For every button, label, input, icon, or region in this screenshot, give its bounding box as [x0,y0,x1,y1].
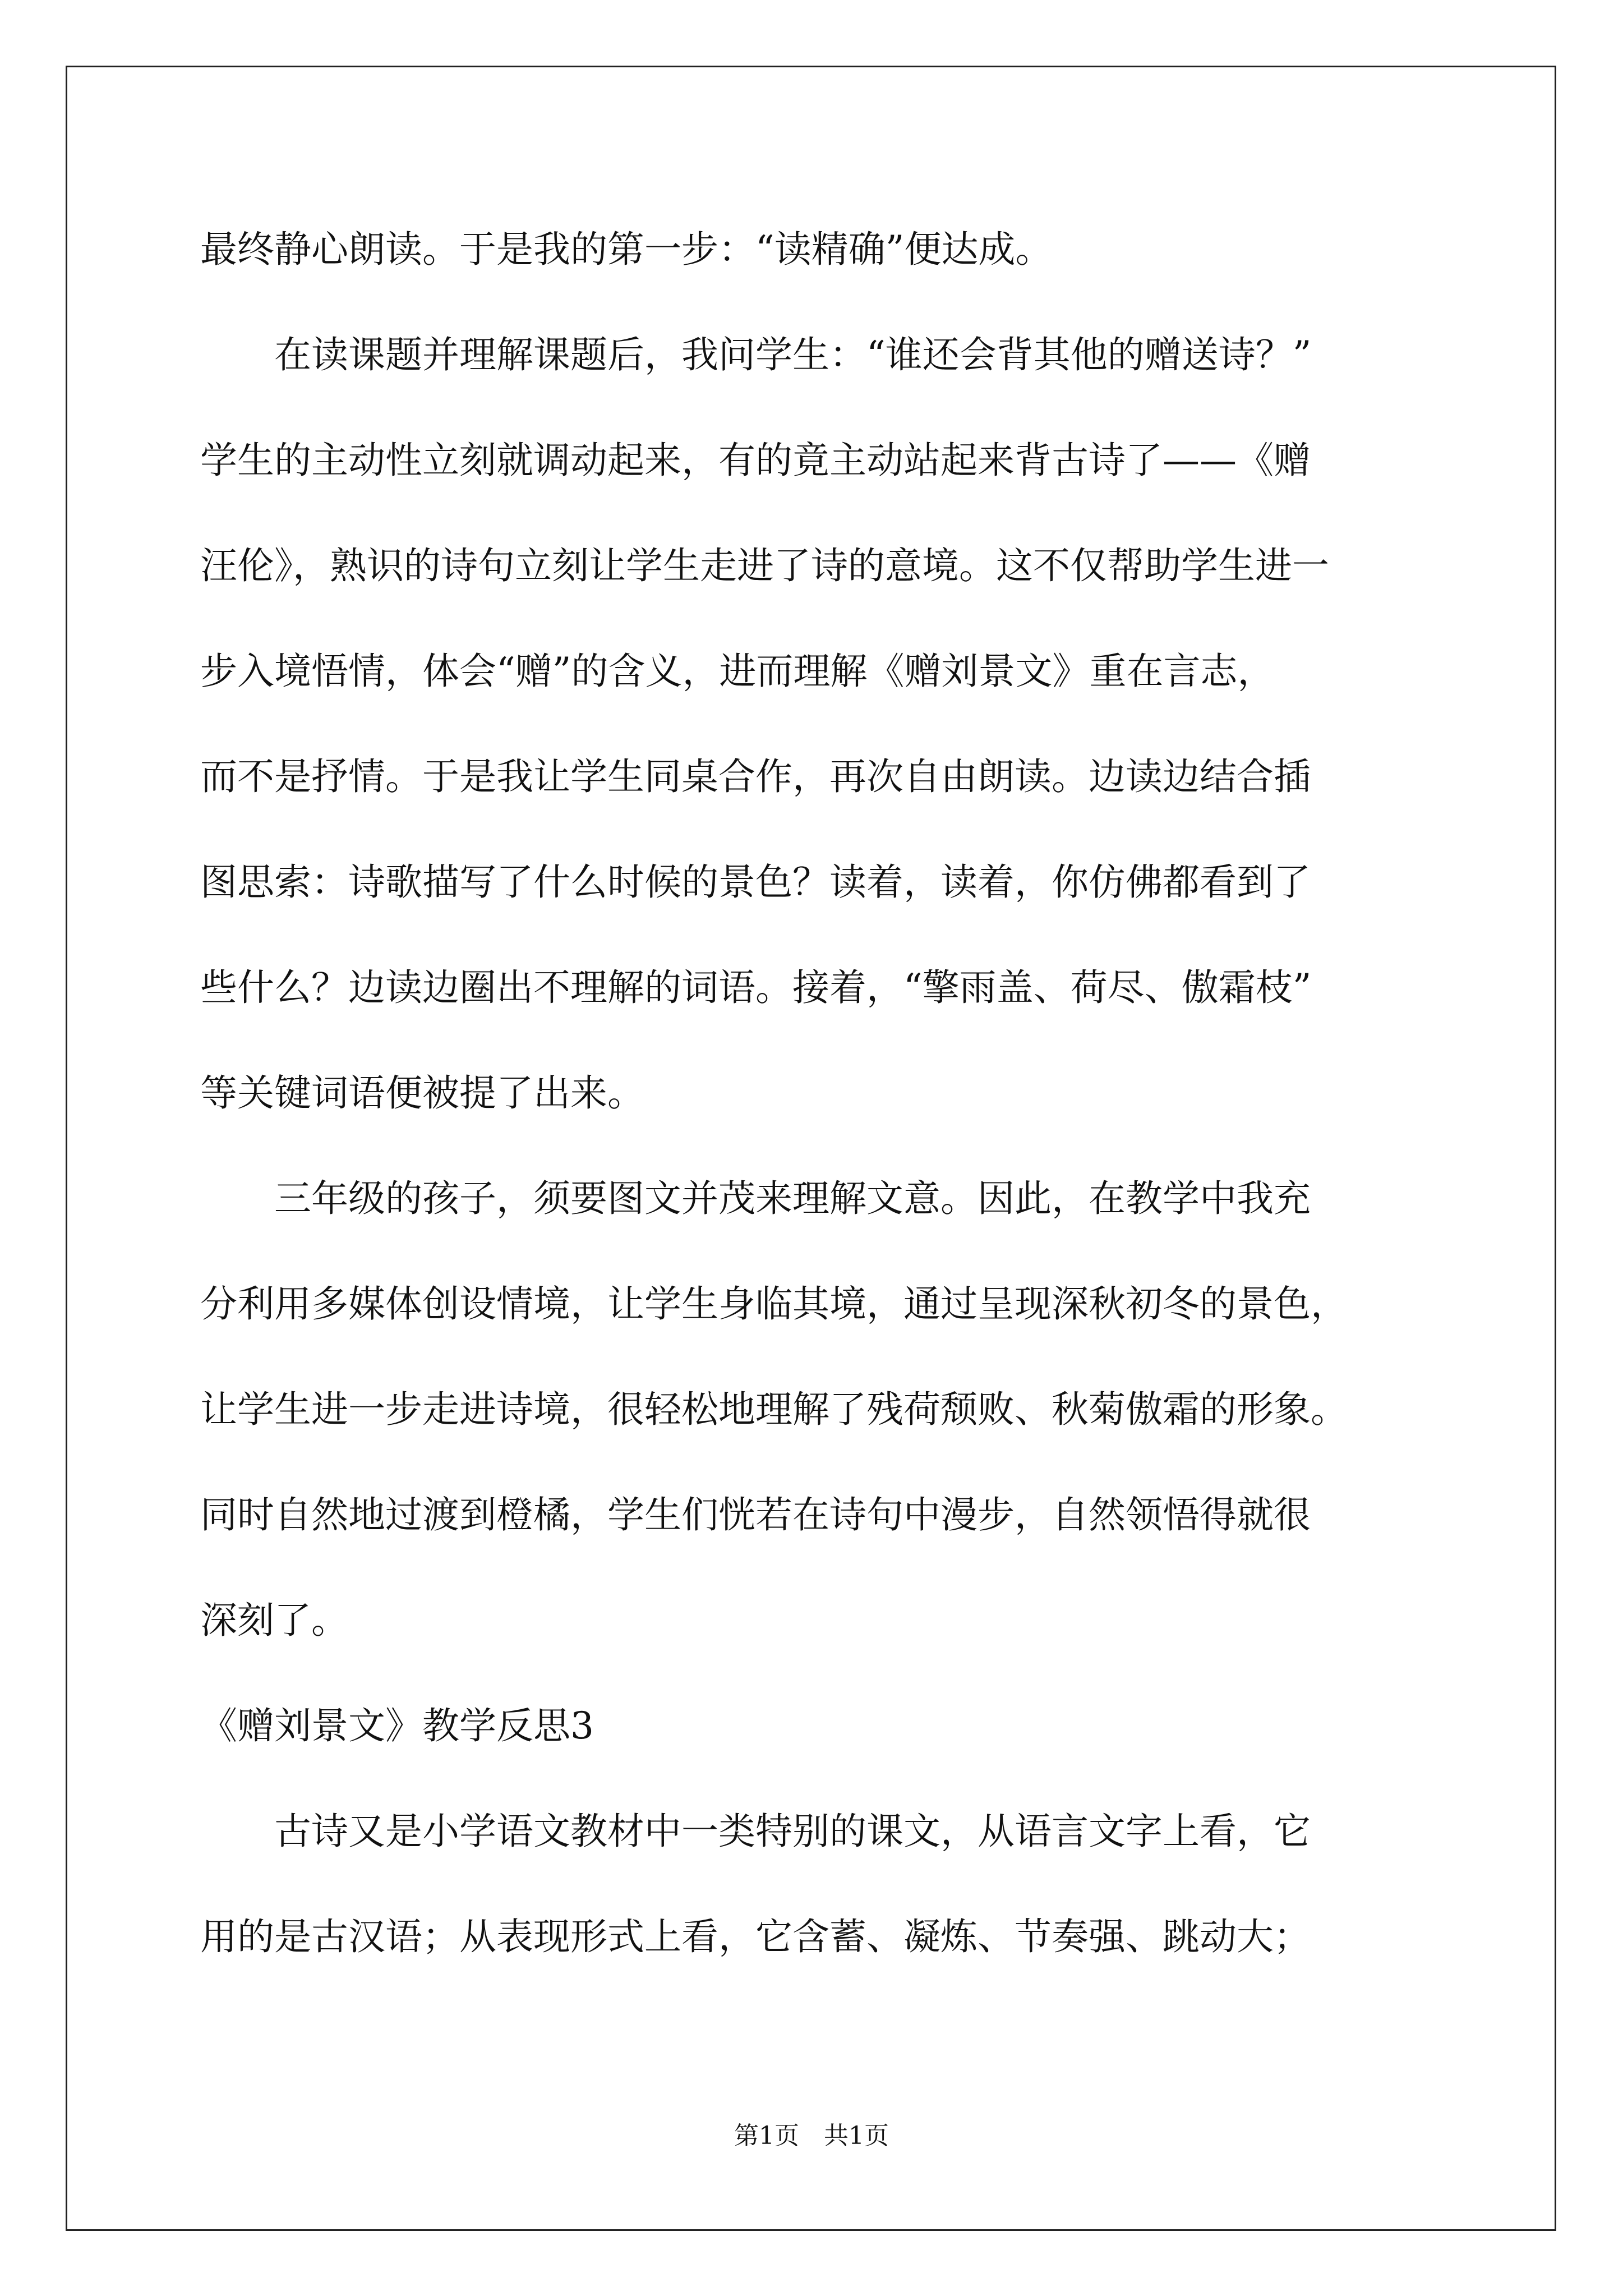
body-line: 在读课题并理解课题后，我问学生：“谁还会背其他的赠送诗？” [200,333,1312,376]
body-line: 而不是抒情。于是我让学生同桌合作，再次自由朗读。边读边结合插 [200,755,1311,798]
page-number-footer: 第1页 共1页 [734,2122,889,2150]
section-heading: 《赠刘景文》教学反思3 [200,1704,594,1747]
page-border [66,66,1556,2231]
body-line: 同时自然地过渡到橙橘，学生们恍若在诗句中漫步，自然领悟得就很 [200,1493,1311,1536]
body-line: 三年级的孩子，须要图文并茂来理解文意。因此，在教学中我充 [200,1177,1311,1220]
body-line: 汪伦》，熟识的诗句立刻让学生走进了诗的意境。这不仅帮助学生进一 [200,544,1329,587]
body-line: 深刻了。 [200,1599,348,1642]
body-line: 图思索：诗歌描写了什么时候的景色？读着，读着，你仿佛都看到了 [200,861,1311,904]
body-line: 古诗又是小学语文教材中一类特别的课文，从语言文字上看，它 [200,1810,1311,1853]
body-line: 分利用多媒体创设情境，让学生身临其境，通过呈现深秋初冬的景色， [200,1282,1348,1326]
body-line: 些什么？边读边圈出不理解的词语。接着，“擎雨盖、荷尽、傲霜枝” [200,966,1312,1009]
body-line: 让学生进一步走进诗境，很轻松地理解了残荷颓败、秋菊傲霜的形象。 [200,1388,1348,1431]
body-line: 学生的主动性立刻就调动起来，有的竟主动站起来背古诗了——《赠 [200,439,1311,482]
body-line: 等关键词语便被提了出来。 [200,1071,644,1115]
body-line: 最终静心朗读。于是我的第一步：“读精确”便达成。 [200,228,1053,271]
body-line: 用的是古汉语；从表现形式上看，它含蓄、凝炼、节奏强、跳动大； [200,1915,1311,1958]
body-line: 步入境悟情，体会“赠”的含义，进而理解《赠刘景文》重在言志， [200,650,1275,693]
